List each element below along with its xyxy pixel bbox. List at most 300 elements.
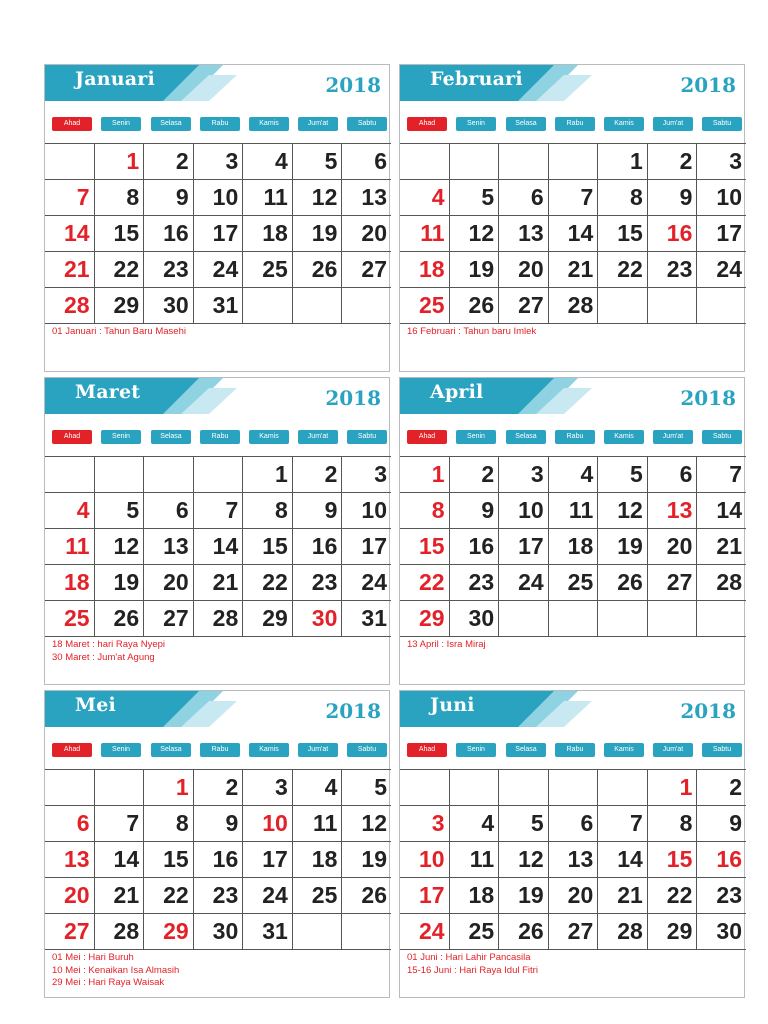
date-cell[interactable]: 22 [647,878,697,914]
month-banner [400,65,600,101]
date-cell[interactable]: 1 [400,457,449,493]
date-cell[interactable]: 23 [647,252,697,288]
date-cell[interactable]: 24 [400,914,449,950]
date-cell[interactable]: 2 [144,144,194,180]
date-cell[interactable]: 21 [94,878,144,914]
date-cell[interactable]: 29 [94,288,144,324]
empty-cell [548,601,598,637]
empty-cell [499,144,549,180]
week-row [45,493,391,529]
date-cell[interactable]: 5 [94,493,144,529]
month-title: Maret [75,381,141,403]
date-cell[interactable]: 12 [598,493,648,529]
date-cell[interactable]: 16 [449,529,499,565]
date-cell[interactable]: 15 [243,529,293,565]
weekday-label: Jum'at [298,117,338,131]
date-cell[interactable]: 14 [45,216,94,252]
date-cell[interactable]: 25 [400,288,449,324]
empty-cell [193,457,243,493]
date-cell[interactable]: 1 [144,770,194,806]
empty-cell [342,288,391,324]
date-cell[interactable]: 23 [292,565,342,601]
date-cell[interactable]: 24 [499,565,549,601]
date-cell[interactable]: 25 [243,252,293,288]
month-banner [45,691,245,727]
date-cell[interactable]: 9 [144,180,194,216]
date-cell[interactable]: 11 [548,493,598,529]
date-cell[interactable]: 21 [193,565,243,601]
date-cell[interactable]: 29 [400,601,449,637]
date-cell[interactable]: 17 [342,529,391,565]
date-grid [400,456,746,637]
month-banner [45,378,245,414]
date-cell[interactable]: 11 [292,806,342,842]
date-cell[interactable]: 16 [292,529,342,565]
empty-cell [548,144,598,180]
date-cell[interactable]: 19 [449,252,499,288]
weekday-label: Rabu [555,743,595,757]
week-row [400,252,746,288]
month-card-februari [399,64,745,372]
holiday-notes [52,326,383,339]
weekday-header [400,430,744,444]
date-cell[interactable]: 20 [342,216,391,252]
date-cell[interactable]: 29 [144,914,194,950]
empty-cell [400,770,449,806]
date-cell[interactable]: 1 [243,457,293,493]
year-label: 2018 [325,386,381,410]
date-cell[interactable]: 24 [697,252,746,288]
empty-cell [449,770,499,806]
date-cell[interactable]: 23 [193,878,243,914]
week-row [45,252,391,288]
week-row [400,770,746,806]
year-label: 2018 [325,699,381,723]
date-cell[interactable]: 16 [144,216,194,252]
empty-cell [45,144,94,180]
weekday-label: Ahad [407,430,447,444]
date-cell[interactable]: 25 [449,914,499,950]
date-cell[interactable]: 26 [342,878,391,914]
month-card-juni [399,690,745,998]
date-cell[interactable]: 10 [697,180,746,216]
holiday-note: 01 Januari : Tahun Baru Masehi [52,326,186,337]
date-cell[interactable]: 3 [697,144,746,180]
holiday-notes [52,952,383,990]
date-cell[interactable]: 26 [598,565,648,601]
date-cell[interactable]: 12 [449,216,499,252]
date-grid [45,769,391,950]
date-cell[interactable]: 1 [598,144,648,180]
date-cell[interactable]: 27 [342,252,391,288]
week-row [400,878,746,914]
date-cell[interactable]: 28 [548,288,598,324]
date-cell[interactable]: 14 [598,842,648,878]
date-cell[interactable]: 3 [400,806,449,842]
date-cell[interactable]: 20 [45,878,94,914]
date-cell[interactable]: 25 [45,601,94,637]
empty-cell [243,288,293,324]
date-cell[interactable]: 31 [243,914,293,950]
date-cell[interactable]: 9 [449,493,499,529]
date-cell[interactable]: 12 [342,806,391,842]
date-cell[interactable]: 22 [400,565,449,601]
weekday-label: Senin [456,743,496,757]
date-cell[interactable]: 28 [94,914,144,950]
date-cell[interactable]: 22 [598,252,648,288]
date-cell[interactable]: 14 [94,842,144,878]
date-cell[interactable]: 10 [342,493,391,529]
date-cell[interactable]: 27 [647,565,697,601]
date-grid [400,143,746,324]
date-cell[interactable]: 11 [45,529,94,565]
date-cell[interactable]: 14 [193,529,243,565]
date-cell[interactable]: 26 [94,601,144,637]
weekday-label: Selasa [151,430,191,444]
date-cell[interactable]: 11 [400,216,449,252]
date-cell[interactable]: 20 [144,565,194,601]
weekday-label: Sabtu [702,743,742,757]
month-card-januari [44,64,390,372]
date-cell[interactable]: 13 [45,842,94,878]
week-row [400,216,746,252]
date-cell[interactable]: 5 [449,180,499,216]
holiday-note: 10 Mei : Kenaikan Isa Almasih [52,964,180,976]
date-cell[interactable]: 4 [400,180,449,216]
date-cell[interactable]: 30 [697,914,746,950]
date-cell[interactable]: 27 [499,288,549,324]
date-cell[interactable]: 10 [193,180,243,216]
date-cell[interactable]: 18 [243,216,293,252]
week-row [400,565,746,601]
date-cell[interactable]: 26 [499,914,549,950]
holiday-note: 01 Mei : Hari Buruh [52,952,134,963]
empty-cell [292,288,342,324]
holiday-notes [52,639,383,664]
weekday-header [45,117,389,131]
date-cell[interactable]: 8 [598,180,648,216]
date-cell[interactable]: 15 [144,842,194,878]
month-title: Januari [75,68,155,90]
week-row [45,565,391,601]
date-cell[interactable]: 24 [193,252,243,288]
weekday-label: Senin [456,430,496,444]
date-cell[interactable]: 2 [292,457,342,493]
holiday-note: 01 Juni : Hari Lahir Pancasila [407,952,531,963]
date-cell[interactable]: 10 [499,493,549,529]
date-cell[interactable]: 21 [548,252,598,288]
weekday-label: Rabu [200,743,240,757]
date-cell[interactable]: 24 [243,878,293,914]
date-cell[interactable]: 21 [45,252,94,288]
date-cell[interactable]: 25 [292,878,342,914]
weekday-label: Kamis [249,430,289,444]
date-cell[interactable]: 15 [400,529,449,565]
date-cell[interactable]: 19 [94,565,144,601]
date-cell[interactable]: 27 [45,914,94,950]
week-row [45,878,391,914]
date-cell[interactable]: 22 [243,565,293,601]
date-cell[interactable]: 18 [548,529,598,565]
date-cell[interactable]: 30 [193,914,243,950]
week-row [45,144,391,180]
date-cell[interactable]: 18 [400,252,449,288]
date-cell[interactable]: 7 [193,493,243,529]
week-row [400,601,746,637]
week-row [400,180,746,216]
date-grid [400,769,746,950]
week-row [45,914,391,950]
date-cell[interactable]: 20 [548,878,598,914]
weekday-label: Rabu [555,117,595,131]
week-row [45,806,391,842]
date-cell[interactable]: 22 [94,252,144,288]
date-cell[interactable]: 13 [548,842,598,878]
date-cell[interactable]: 6 [144,493,194,529]
weekday-label: Kamis [249,743,289,757]
weekday-label: Jum'at [653,743,693,757]
date-cell[interactable]: 5 [499,806,549,842]
year-label: 2018 [680,386,736,410]
empty-cell [45,770,94,806]
date-cell[interactable]: 8 [647,806,697,842]
weekday-header [45,430,389,444]
date-cell[interactable]: 4 [45,493,94,529]
date-cell[interactable]: 6 [342,144,391,180]
date-cell[interactable]: 3 [243,770,293,806]
month-title: Mei [75,694,116,716]
empty-cell [598,601,648,637]
date-cell[interactable]: 2 [193,770,243,806]
month-title: Februari [430,68,523,90]
date-cell[interactable]: 29 [647,914,697,950]
empty-cell [598,288,648,324]
empty-cell [400,144,449,180]
date-cell[interactable]: 2 [449,457,499,493]
week-row [45,457,391,493]
date-cell[interactable]: 12 [94,529,144,565]
date-cell[interactable]: 4 [548,457,598,493]
date-cell[interactable]: 19 [292,216,342,252]
weekday-label: Senin [101,430,141,444]
weekday-label: Rabu [555,430,595,444]
week-row [400,144,746,180]
date-cell[interactable]: 26 [449,288,499,324]
month-card-april [399,377,745,685]
date-cell[interactable]: 9 [697,806,746,842]
date-cell[interactable]: 4 [449,806,499,842]
date-cell[interactable]: 27 [144,601,194,637]
date-cell[interactable]: 17 [499,529,549,565]
date-cell[interactable]: 28 [598,914,648,950]
empty-cell [499,770,549,806]
date-cell[interactable]: 2 [697,770,746,806]
date-cell[interactable]: 10 [400,842,449,878]
weekday-label: Jum'at [298,430,338,444]
weekday-label: Ahad [52,743,92,757]
date-cell[interactable]: 21 [697,529,746,565]
holiday-notes [407,326,738,339]
date-cell[interactable]: 12 [499,842,549,878]
date-cell[interactable]: 7 [697,457,746,493]
date-cell[interactable]: 18 [449,878,499,914]
date-cell[interactable]: 3 [193,144,243,180]
date-cell[interactable]: 17 [243,842,293,878]
date-cell[interactable]: 1 [647,770,697,806]
date-cell[interactable]: 31 [193,288,243,324]
date-cell[interactable]: 15 [647,842,697,878]
date-cell[interactable]: 18 [45,565,94,601]
date-cell[interactable]: 17 [697,216,746,252]
date-cell[interactable]: 20 [647,529,697,565]
weekday-label: Ahad [52,430,92,444]
weekday-label: Senin [101,117,141,131]
date-cell[interactable]: 8 [243,493,293,529]
date-cell[interactable]: 7 [548,180,598,216]
date-cell[interactable]: 30 [449,601,499,637]
date-cell[interactable]: 16 [697,842,746,878]
weekday-header [45,743,389,757]
date-cell[interactable]: 25 [548,565,598,601]
weekday-label: Jum'at [653,117,693,131]
date-cell[interactable]: 20 [499,252,549,288]
weekday-header [400,117,744,131]
empty-cell [45,457,94,493]
date-cell[interactable]: 13 [144,529,194,565]
date-cell[interactable]: 30 [292,601,342,637]
month-card-maret [44,377,390,685]
month-title: Juni [430,694,475,716]
date-cell[interactable]: 28 [45,288,94,324]
date-cell[interactable]: 16 [193,842,243,878]
week-row [45,180,391,216]
date-cell[interactable]: 1 [94,144,144,180]
date-cell[interactable]: 7 [45,180,94,216]
date-cell[interactable]: 19 [499,878,549,914]
date-cell[interactable]: 14 [548,216,598,252]
date-cell[interactable]: 8 [144,806,194,842]
date-cell[interactable]: 10 [243,806,293,842]
weekday-label: Selasa [151,117,191,131]
date-cell[interactable]: 9 [647,180,697,216]
date-cell[interactable]: 9 [193,806,243,842]
date-cell[interactable]: 31 [342,601,391,637]
date-cell[interactable]: 8 [400,493,449,529]
date-cell[interactable]: 5 [292,144,342,180]
date-cell[interactable]: 19 [342,842,391,878]
date-cell[interactable]: 11 [243,180,293,216]
month-card-mei [44,690,390,998]
date-cell[interactable]: 28 [193,601,243,637]
date-cell[interactable]: 30 [144,288,194,324]
date-cell[interactable]: 4 [292,770,342,806]
date-cell[interactable]: 12 [292,180,342,216]
weekday-label: Ahad [407,117,447,131]
week-row [45,216,391,252]
month-title: April [430,381,484,403]
weekday-label: Sabtu [347,743,387,757]
date-cell[interactable]: 16 [647,216,697,252]
empty-cell [499,601,549,637]
empty-cell [647,601,697,637]
date-cell[interactable]: 28 [697,565,746,601]
week-row [45,601,391,637]
date-cell[interactable]: 27 [548,914,598,950]
date-cell[interactable]: 8 [94,180,144,216]
date-cell[interactable]: 7 [94,806,144,842]
date-cell[interactable]: 3 [499,457,549,493]
date-cell[interactable]: 26 [292,252,342,288]
date-cell[interactable]: 13 [499,216,549,252]
date-cell[interactable]: 7 [598,806,648,842]
date-cell[interactable]: 4 [243,144,293,180]
year-label: 2018 [325,73,381,97]
empty-cell [548,770,598,806]
week-row [45,842,391,878]
date-cell[interactable]: 24 [342,565,391,601]
date-cell[interactable]: 23 [449,565,499,601]
date-cell[interactable]: 23 [697,878,746,914]
year-label: 2018 [680,73,736,97]
date-cell[interactable]: 13 [647,493,697,529]
holiday-note: 30 Maret : Jum'at Agung [52,651,155,663]
weekday-label: Selasa [151,743,191,757]
weekday-label: Ahad [52,117,92,131]
empty-cell [94,457,144,493]
date-cell[interactable]: 15 [94,216,144,252]
date-cell[interactable]: 6 [499,180,549,216]
empty-cell [598,770,648,806]
date-cell[interactable]: 6 [45,806,94,842]
date-cell[interactable]: 15 [598,216,648,252]
date-cell[interactable]: 19 [598,529,648,565]
date-cell[interactable]: 3 [342,457,391,493]
month-banner [45,65,245,101]
weekday-label: Kamis [604,430,644,444]
date-cell[interactable]: 11 [449,842,499,878]
date-cell[interactable]: 29 [243,601,293,637]
date-cell[interactable]: 5 [342,770,391,806]
empty-cell [94,770,144,806]
date-cell[interactable]: 5 [598,457,648,493]
date-cell[interactable]: 13 [342,180,391,216]
date-cell[interactable]: 6 [647,457,697,493]
date-cell[interactable]: 6 [548,806,598,842]
date-cell[interactable]: 18 [292,842,342,878]
holiday-note: 16 Februari : Tahun baru Imlek [407,326,537,337]
weekday-label: Sabtu [702,117,742,131]
date-cell[interactable]: 21 [598,878,648,914]
date-cell[interactable]: 23 [144,252,194,288]
date-cell[interactable]: 2 [647,144,697,180]
weekday-label: Sabtu [347,117,387,131]
week-row [400,493,746,529]
month-banner [400,378,600,414]
week-row [45,288,391,324]
empty-cell [342,914,391,950]
weekday-label: Kamis [604,117,644,131]
date-cell[interactable]: 14 [697,493,746,529]
date-cell[interactable]: 17 [400,878,449,914]
date-cell[interactable]: 22 [144,878,194,914]
week-row [400,457,746,493]
week-row [400,529,746,565]
weekday-label: Rabu [200,117,240,131]
date-cell[interactable]: 9 [292,493,342,529]
week-row [45,529,391,565]
date-cell[interactable]: 17 [193,216,243,252]
weekday-label: Rabu [200,430,240,444]
